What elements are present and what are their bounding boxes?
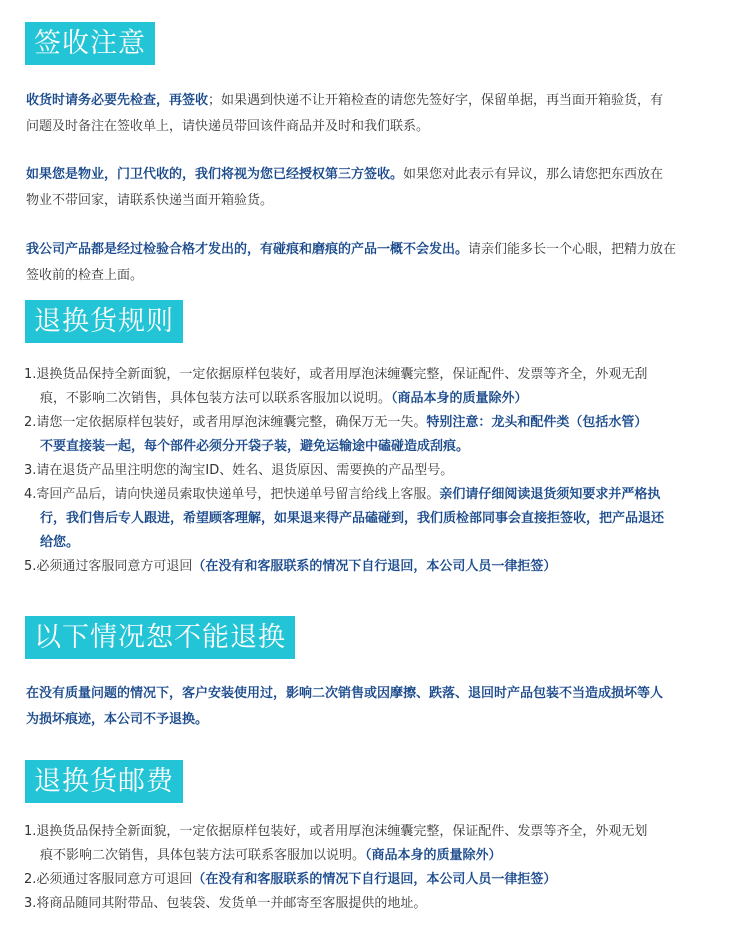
rules-item-4-emphasis: 亲们请仔细阅读退货须知要求并严格执 xyxy=(439,487,661,502)
rules-list xyxy=(24,363,739,579)
rules-item-1-note: （商品本身的质量除外） xyxy=(391,391,528,406)
rules-item-2-emphasis: 特别注意：龙头和配件类（包括水管） xyxy=(426,415,648,430)
sign-p2-text: 如果您对此表示有异议，那么请您把东西放在 xyxy=(403,167,664,182)
rules-item-1-line1: 1.退换货品保持全新面貌，一定依据原样包装好，或者用厚泡沫缠囊完整，保证配件、发票等齐全，外观无刮 xyxy=(24,367,648,382)
sign-paragraph-1 xyxy=(26,88,731,140)
postage-item-3: 3.将商品随同其附带品、包装袋、发货单一并邮寄至客服提供的地址。 xyxy=(24,896,427,911)
rules-item-2-line2: 不要直接装一起，每个部件必须分开袋子装，避免运输途中磕碰造成刮痕。 xyxy=(40,439,470,454)
sign-p3-line2: 签收前的检查上面。 xyxy=(26,268,144,283)
sign-p3-emphasis: 我公司产品都是经过检验合格才发出的，有碰痕和磨痕的产品一概不会发出。 xyxy=(26,242,469,257)
section-title-rules: 退换货规则 xyxy=(25,300,183,343)
sign-p2-emphasis: 如果您是物业，门卫代收的，我们将视为您已经授权第三方签收。 xyxy=(26,167,404,182)
sign-p2-line2: 物业不带回家，请联系快递当面开箱验货。 xyxy=(26,193,274,208)
noreturn-paragraph xyxy=(26,681,731,733)
sign-p3-text: 请亲们能多长一个心眼，把精力放在 xyxy=(468,242,677,257)
sign-p1-text: ；如果遇到快递不让开箱检查的请您先签好字，保留单据，再当面开箱验货，有 xyxy=(208,93,664,108)
postage-item-1-note: （商品本身的质量除外） xyxy=(365,848,502,863)
sign-p1-emphasis: 收货时请务必要先检查，再签收 xyxy=(26,93,209,108)
rules-item-5-text: 5.必须通过客服同意方可退回 xyxy=(24,559,193,574)
rules-item-2-text: 2.请您一定依据原样包装好，或者用厚泡沫缠囊完整，确保万无一失。 xyxy=(24,415,427,430)
rules-item-1-line2: 痕，不影响二次销售，具体包装方法可以联系客服加以说明。 xyxy=(40,391,392,406)
postage-item-1-line1: 1.退换货品保持全新面貌，一定依据原样包装好，或者用厚泡沫缠囊完整，保证配件、发票等齐全，外观无划 xyxy=(24,824,648,839)
section-title-sign: 签收注意 xyxy=(25,22,155,65)
rules-item-3: 3.请在退货产品里注明您的淘宝ID、姓名、退货原因、需要换的产品型号。 xyxy=(24,463,454,478)
noreturn-line1: 在没有质量问题的情况下，客户安装使用过，影响二次销售或因摩擦、跌落、退回时产品包装不当造成损坏等人 xyxy=(26,686,664,701)
rules-item-4-line2: 行，我们售后专人跟进，希望顾客理解，如果退来得产品磕碰到，我们质检部同事会直接拒签收，把产品退还 xyxy=(40,511,665,526)
postage-item-2-emphasis: （在没有和客服联系的情况下自行退回，本公司人员一律拒签） xyxy=(192,872,557,887)
section-title-postage: 退换货邮费 xyxy=(25,760,183,803)
postage-item-1-line2: 痕不影响二次销售，具体包装方法可联系客服加以说明。 xyxy=(40,848,366,863)
sign-paragraph-3 xyxy=(26,237,731,289)
section-title-noreturn: 以下情况恕不能退换 xyxy=(25,616,295,659)
postage-list xyxy=(24,820,739,916)
noreturn-line2: 为损坏痕迹，本公司不予退换。 xyxy=(26,712,209,727)
rules-item-5-emphasis: （在没有和客服联系的情况下自行退回，本公司人员一律拒签） xyxy=(192,559,557,574)
rules-item-4-line3: 给您。 xyxy=(40,535,80,550)
sign-p1-line2: 问题及时备注在签收单上，请快递员带回该件商品并及时和我们联系。 xyxy=(26,119,430,134)
postage-item-2-text: 2.必须通过客服同意方可退回 xyxy=(24,872,193,887)
rules-item-4-text: 4.寄回产品后，请向快递员索取快递单号，把快递单号留言给线上客服。 xyxy=(24,487,440,502)
sign-paragraph-2 xyxy=(26,162,731,214)
